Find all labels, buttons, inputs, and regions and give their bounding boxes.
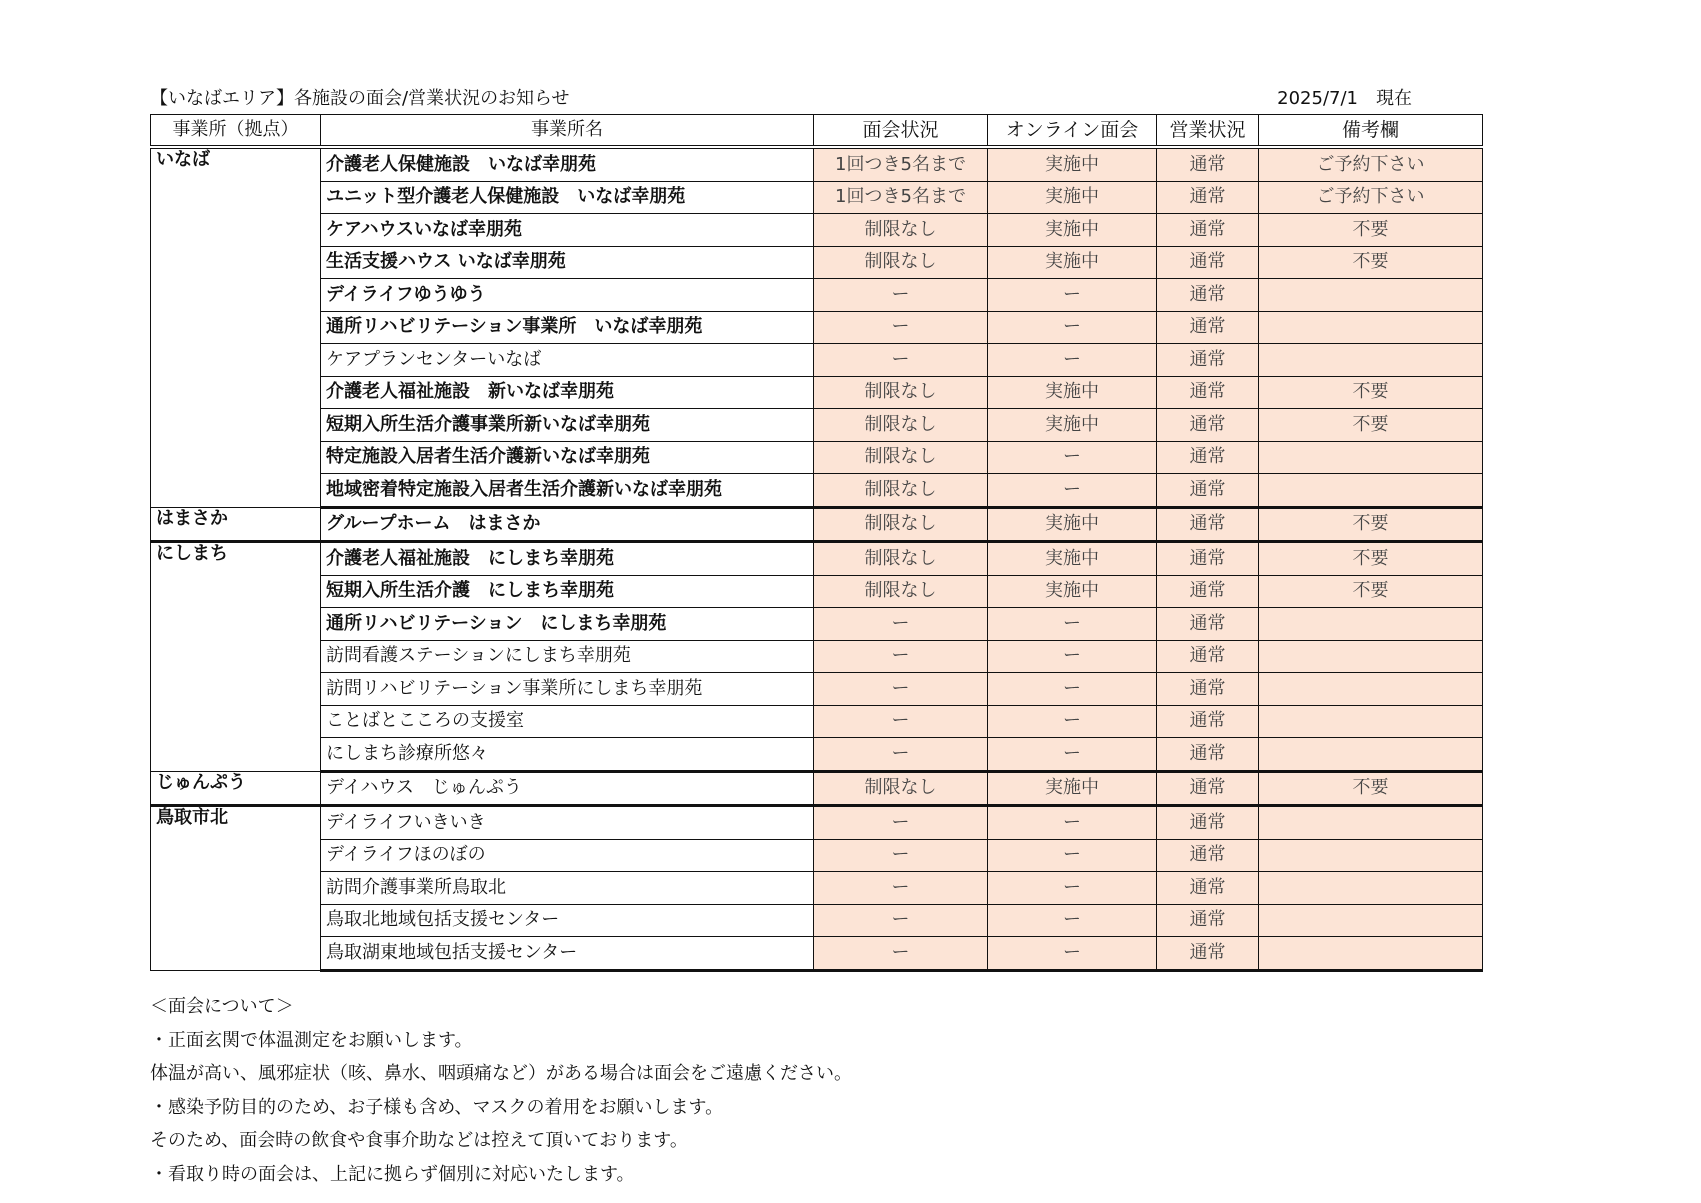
business-status-cell: 通常 bbox=[1157, 575, 1259, 608]
business-status-cell: 通常 bbox=[1157, 771, 1259, 806]
facility-name-cell: ケアハウスいなば幸朋苑 bbox=[321, 214, 814, 247]
column-header-online: オンライン面会 bbox=[988, 115, 1157, 148]
visit-status-cell: ー bbox=[814, 344, 988, 377]
table-row bbox=[151, 246, 1483, 279]
facility-name-cell: 短期入所生活介護事業所新いなば幸朋苑 bbox=[321, 409, 814, 442]
online-visit-cell: 実施中 bbox=[988, 409, 1157, 442]
business-status-cell: 通常 bbox=[1157, 904, 1259, 937]
table-row bbox=[151, 872, 1483, 905]
note-cell bbox=[1259, 279, 1483, 312]
facility-name-cell: 鳥取北地域包括支援センター bbox=[321, 904, 814, 937]
note-cell: 不要 bbox=[1259, 575, 1483, 608]
visit-status-cell: 制限なし bbox=[814, 542, 988, 576]
facility-name-cell: デイハウス じゅんぷう bbox=[321, 771, 814, 806]
online-visit-cell: ー bbox=[988, 904, 1157, 937]
visit-status-cell: 制限なし bbox=[814, 474, 988, 508]
notes-heading: ＜面会について＞ bbox=[150, 996, 294, 1017]
table-row bbox=[151, 806, 1483, 840]
business-status-cell: 通常 bbox=[1157, 409, 1259, 442]
note-cell: 不要 bbox=[1259, 376, 1483, 409]
note-cell bbox=[1259, 344, 1483, 377]
visit-status-cell: ー bbox=[814, 937, 988, 971]
table-row bbox=[151, 311, 1483, 344]
note-cell bbox=[1259, 311, 1483, 344]
visit-status-cell: ー bbox=[814, 673, 988, 706]
note-cell bbox=[1259, 738, 1483, 772]
facility-name-cell: デイライフいきいき bbox=[321, 806, 814, 840]
table-row bbox=[151, 575, 1483, 608]
online-visit-cell: ー bbox=[988, 937, 1157, 971]
online-visit-cell: 実施中 bbox=[988, 376, 1157, 409]
note-cell bbox=[1259, 839, 1483, 872]
facility-name-cell: 訪問リハビリテーション事業所にしまち幸朋苑 bbox=[321, 673, 814, 706]
online-visit-cell: ー bbox=[988, 839, 1157, 872]
table-row bbox=[151, 904, 1483, 937]
table-row bbox=[151, 376, 1483, 409]
table-row bbox=[151, 344, 1483, 377]
note-cell: 不要 bbox=[1259, 246, 1483, 279]
online-visit-cell: ー bbox=[988, 344, 1157, 377]
note-cell bbox=[1259, 673, 1483, 706]
facility-name-cell: グループホーム はまさか bbox=[321, 507, 814, 542]
online-visit-cell: ー bbox=[988, 738, 1157, 772]
online-visit-cell: ー bbox=[988, 279, 1157, 312]
table-row bbox=[151, 771, 1483, 806]
note-cell bbox=[1259, 872, 1483, 905]
visit-status-cell: 1回つき5名まで bbox=[814, 147, 988, 181]
online-visit-cell: ー bbox=[988, 608, 1157, 641]
online-visit-cell: ー bbox=[988, 673, 1157, 706]
note-cell: ご予約下さい bbox=[1259, 147, 1483, 181]
table-header-row bbox=[151, 115, 1483, 148]
column-header-facility: 事業所名 bbox=[321, 115, 814, 148]
note-cell bbox=[1259, 441, 1483, 474]
business-status-cell: 通常 bbox=[1157, 507, 1259, 542]
business-status-cell: 通常 bbox=[1157, 214, 1259, 247]
business-status-cell: 通常 bbox=[1157, 806, 1259, 840]
online-visit-cell: 実施中 bbox=[988, 246, 1157, 279]
business-status-cell: 通常 bbox=[1157, 673, 1259, 706]
online-visit-cell: 実施中 bbox=[988, 771, 1157, 806]
as-of-date: 2025/7/1 現在 bbox=[1277, 88, 1412, 109]
business-status-cell: 通常 bbox=[1157, 608, 1259, 641]
area-cell: にしまち bbox=[151, 542, 321, 772]
business-status-cell: 通常 bbox=[1157, 705, 1259, 738]
visit-status-cell: ー bbox=[814, 738, 988, 772]
visit-status-cell: ー bbox=[814, 311, 988, 344]
note-cell: 不要 bbox=[1259, 409, 1483, 442]
business-status-cell: 通常 bbox=[1157, 147, 1259, 181]
note-line: ・正面玄関で体温測定をお願いします。 bbox=[150, 1029, 473, 1051]
table-row bbox=[151, 147, 1483, 181]
note-cell: ご予約下さい bbox=[1259, 181, 1483, 214]
online-visit-cell: ー bbox=[988, 806, 1157, 840]
column-header-visit: 面会状況 bbox=[814, 115, 988, 148]
table-row bbox=[151, 937, 1483, 971]
table-row bbox=[151, 673, 1483, 706]
note-cell: 不要 bbox=[1259, 542, 1483, 576]
online-visit-cell: ー bbox=[988, 474, 1157, 508]
online-visit-cell: ー bbox=[988, 441, 1157, 474]
table-row bbox=[151, 507, 1483, 542]
facility-name-cell: 介護老人保健施設 いなば幸朋苑 bbox=[321, 147, 814, 181]
facility-name-cell: デイライフほのぼの bbox=[321, 839, 814, 872]
business-status-cell: 通常 bbox=[1157, 474, 1259, 508]
facility-name-cell: 通所リハビリテーション にしまち幸朋苑 bbox=[321, 608, 814, 641]
table-row bbox=[151, 839, 1483, 872]
note-cell bbox=[1259, 640, 1483, 673]
online-visit-cell: 実施中 bbox=[988, 214, 1157, 247]
table-row bbox=[151, 705, 1483, 738]
area-cell: 鳥取市北 bbox=[151, 806, 321, 971]
online-visit-cell: ー bbox=[988, 872, 1157, 905]
facility-name-cell: 通所リハビリテーション事業所 いなば幸朋苑 bbox=[321, 311, 814, 344]
note-line: そのため、面会時の飲食や食事介助などは控えて頂いております。 bbox=[150, 1130, 688, 1151]
page-header bbox=[150, 84, 1412, 114]
online-visit-cell: ー bbox=[988, 640, 1157, 673]
online-visit-cell: 実施中 bbox=[988, 575, 1157, 608]
online-visit-cell: ー bbox=[988, 311, 1157, 344]
visit-status-cell: 制限なし bbox=[814, 575, 988, 608]
table-row bbox=[151, 441, 1483, 474]
facility-name-cell: 鳥取湖東地域包括支援センター bbox=[321, 937, 814, 971]
facility-name-cell: 訪問介護事業所鳥取北 bbox=[321, 872, 814, 905]
table-row bbox=[151, 640, 1483, 673]
note-cell bbox=[1259, 608, 1483, 641]
table-row bbox=[151, 608, 1483, 641]
business-status-cell: 通常 bbox=[1157, 344, 1259, 377]
facility-name-cell: 生活支援ハウス いなば幸朋苑 bbox=[321, 246, 814, 279]
note-cell bbox=[1259, 904, 1483, 937]
facility-name-cell: 訪問看護ステーションにしまち幸朋苑 bbox=[321, 640, 814, 673]
business-status-cell: 通常 bbox=[1157, 542, 1259, 576]
business-status-cell: 通常 bbox=[1157, 311, 1259, 344]
visit-status-cell: 制限なし bbox=[814, 246, 988, 279]
business-status-cell: 通常 bbox=[1157, 246, 1259, 279]
table-row bbox=[151, 279, 1483, 312]
area-cell: はまさか bbox=[151, 507, 321, 542]
area-cell: いなば bbox=[151, 147, 321, 507]
business-status-cell: 通常 bbox=[1157, 181, 1259, 214]
column-header-business: 営業状況 bbox=[1157, 115, 1259, 148]
table-row bbox=[151, 409, 1483, 442]
column-header-area: 事業所（拠点） bbox=[151, 115, 321, 148]
facility-name-cell: デイライフゆうゆう bbox=[321, 279, 814, 312]
visit-status-cell: 制限なし bbox=[814, 507, 988, 542]
visit-status-cell: ー bbox=[814, 904, 988, 937]
facility-name-cell: 介護老人福祉施設 新いなば幸朋苑 bbox=[321, 376, 814, 409]
column-header-note: 備考欄 bbox=[1259, 115, 1483, 148]
note-cell bbox=[1259, 705, 1483, 738]
visit-status-cell: ー bbox=[814, 872, 988, 905]
online-visit-cell: ー bbox=[988, 705, 1157, 738]
online-visit-cell: 実施中 bbox=[988, 147, 1157, 181]
table-row bbox=[151, 542, 1483, 576]
business-status-cell: 通常 bbox=[1157, 937, 1259, 971]
facility-name-cell: 介護老人福祉施設 にしまち幸朋苑 bbox=[321, 542, 814, 576]
note-cell: 不要 bbox=[1259, 507, 1483, 542]
visit-status-cell: 制限なし bbox=[814, 376, 988, 409]
note-line: ・看取り時の面会は、上記に拠らず個別に対応いたします。 bbox=[150, 1163, 635, 1185]
visit-status-cell: 1回つき5名まで bbox=[814, 181, 988, 214]
business-status-cell: 通常 bbox=[1157, 738, 1259, 772]
online-visit-cell: 実施中 bbox=[988, 181, 1157, 214]
visit-notes bbox=[150, 990, 1050, 1191]
business-status-cell: 通常 bbox=[1157, 640, 1259, 673]
facility-name-cell: 特定施設入居者生活介護新いなば幸朋苑 bbox=[321, 441, 814, 474]
note-cell: 不要 bbox=[1259, 214, 1483, 247]
visit-status-cell: ー bbox=[814, 640, 988, 673]
table-row bbox=[151, 738, 1483, 772]
business-status-cell: 通常 bbox=[1157, 872, 1259, 905]
facility-name-cell: 地域密着特定施設入居者生活介護新いなば幸朋苑 bbox=[321, 474, 814, 508]
business-status-cell: 通常 bbox=[1157, 279, 1259, 312]
visit-status-cell: 制限なし bbox=[814, 441, 988, 474]
business-status-cell: 通常 bbox=[1157, 441, 1259, 474]
business-status-cell: 通常 bbox=[1157, 839, 1259, 872]
note-cell bbox=[1259, 806, 1483, 840]
facility-status-table bbox=[150, 114, 1483, 972]
visit-status-cell: ー bbox=[814, 806, 988, 840]
visit-status-cell: ー bbox=[814, 705, 988, 738]
facility-name-cell: にしまち診療所悠々 bbox=[321, 738, 814, 772]
visit-status-cell: ー bbox=[814, 279, 988, 312]
visit-status-cell: 制限なし bbox=[814, 409, 988, 442]
visit-status-cell: 制限なし bbox=[814, 771, 988, 806]
online-visit-cell: 実施中 bbox=[988, 542, 1157, 576]
visit-status-cell: ー bbox=[814, 839, 988, 872]
facility-name-cell: 短期入所生活介護 にしまち幸朋苑 bbox=[321, 575, 814, 608]
note-cell bbox=[1259, 937, 1483, 971]
facility-name-cell: ケアプランセンターいなば bbox=[321, 344, 814, 377]
facility-name-cell: ユニット型介護老人保健施設 いなば幸朋苑 bbox=[321, 181, 814, 214]
visit-status-cell: 制限なし bbox=[814, 214, 988, 247]
facility-name-cell: ことばとこころの支援室 bbox=[321, 705, 814, 738]
table-row bbox=[151, 474, 1483, 508]
note-cell bbox=[1259, 474, 1483, 508]
table-row bbox=[151, 214, 1483, 247]
visit-status-cell: ー bbox=[814, 608, 988, 641]
note-line: ・感染予防目的のため、お子様も含め、マスクの着用をお願いします。 bbox=[150, 1096, 724, 1118]
table-body bbox=[151, 147, 1483, 970]
area-cell: じゅんぷう bbox=[151, 771, 321, 806]
note-line: 体温が高い、風邪症状（咳、鼻水、咽頭痛など）がある場合は面会をご遠慮ください。 bbox=[150, 1063, 852, 1084]
online-visit-cell: 実施中 bbox=[988, 507, 1157, 542]
note-cell: 不要 bbox=[1259, 771, 1483, 806]
table-row bbox=[151, 181, 1483, 214]
page-title: 【いなばエリア】各施設の面会/営業状況のお知らせ bbox=[150, 88, 570, 109]
business-status-cell: 通常 bbox=[1157, 376, 1259, 409]
